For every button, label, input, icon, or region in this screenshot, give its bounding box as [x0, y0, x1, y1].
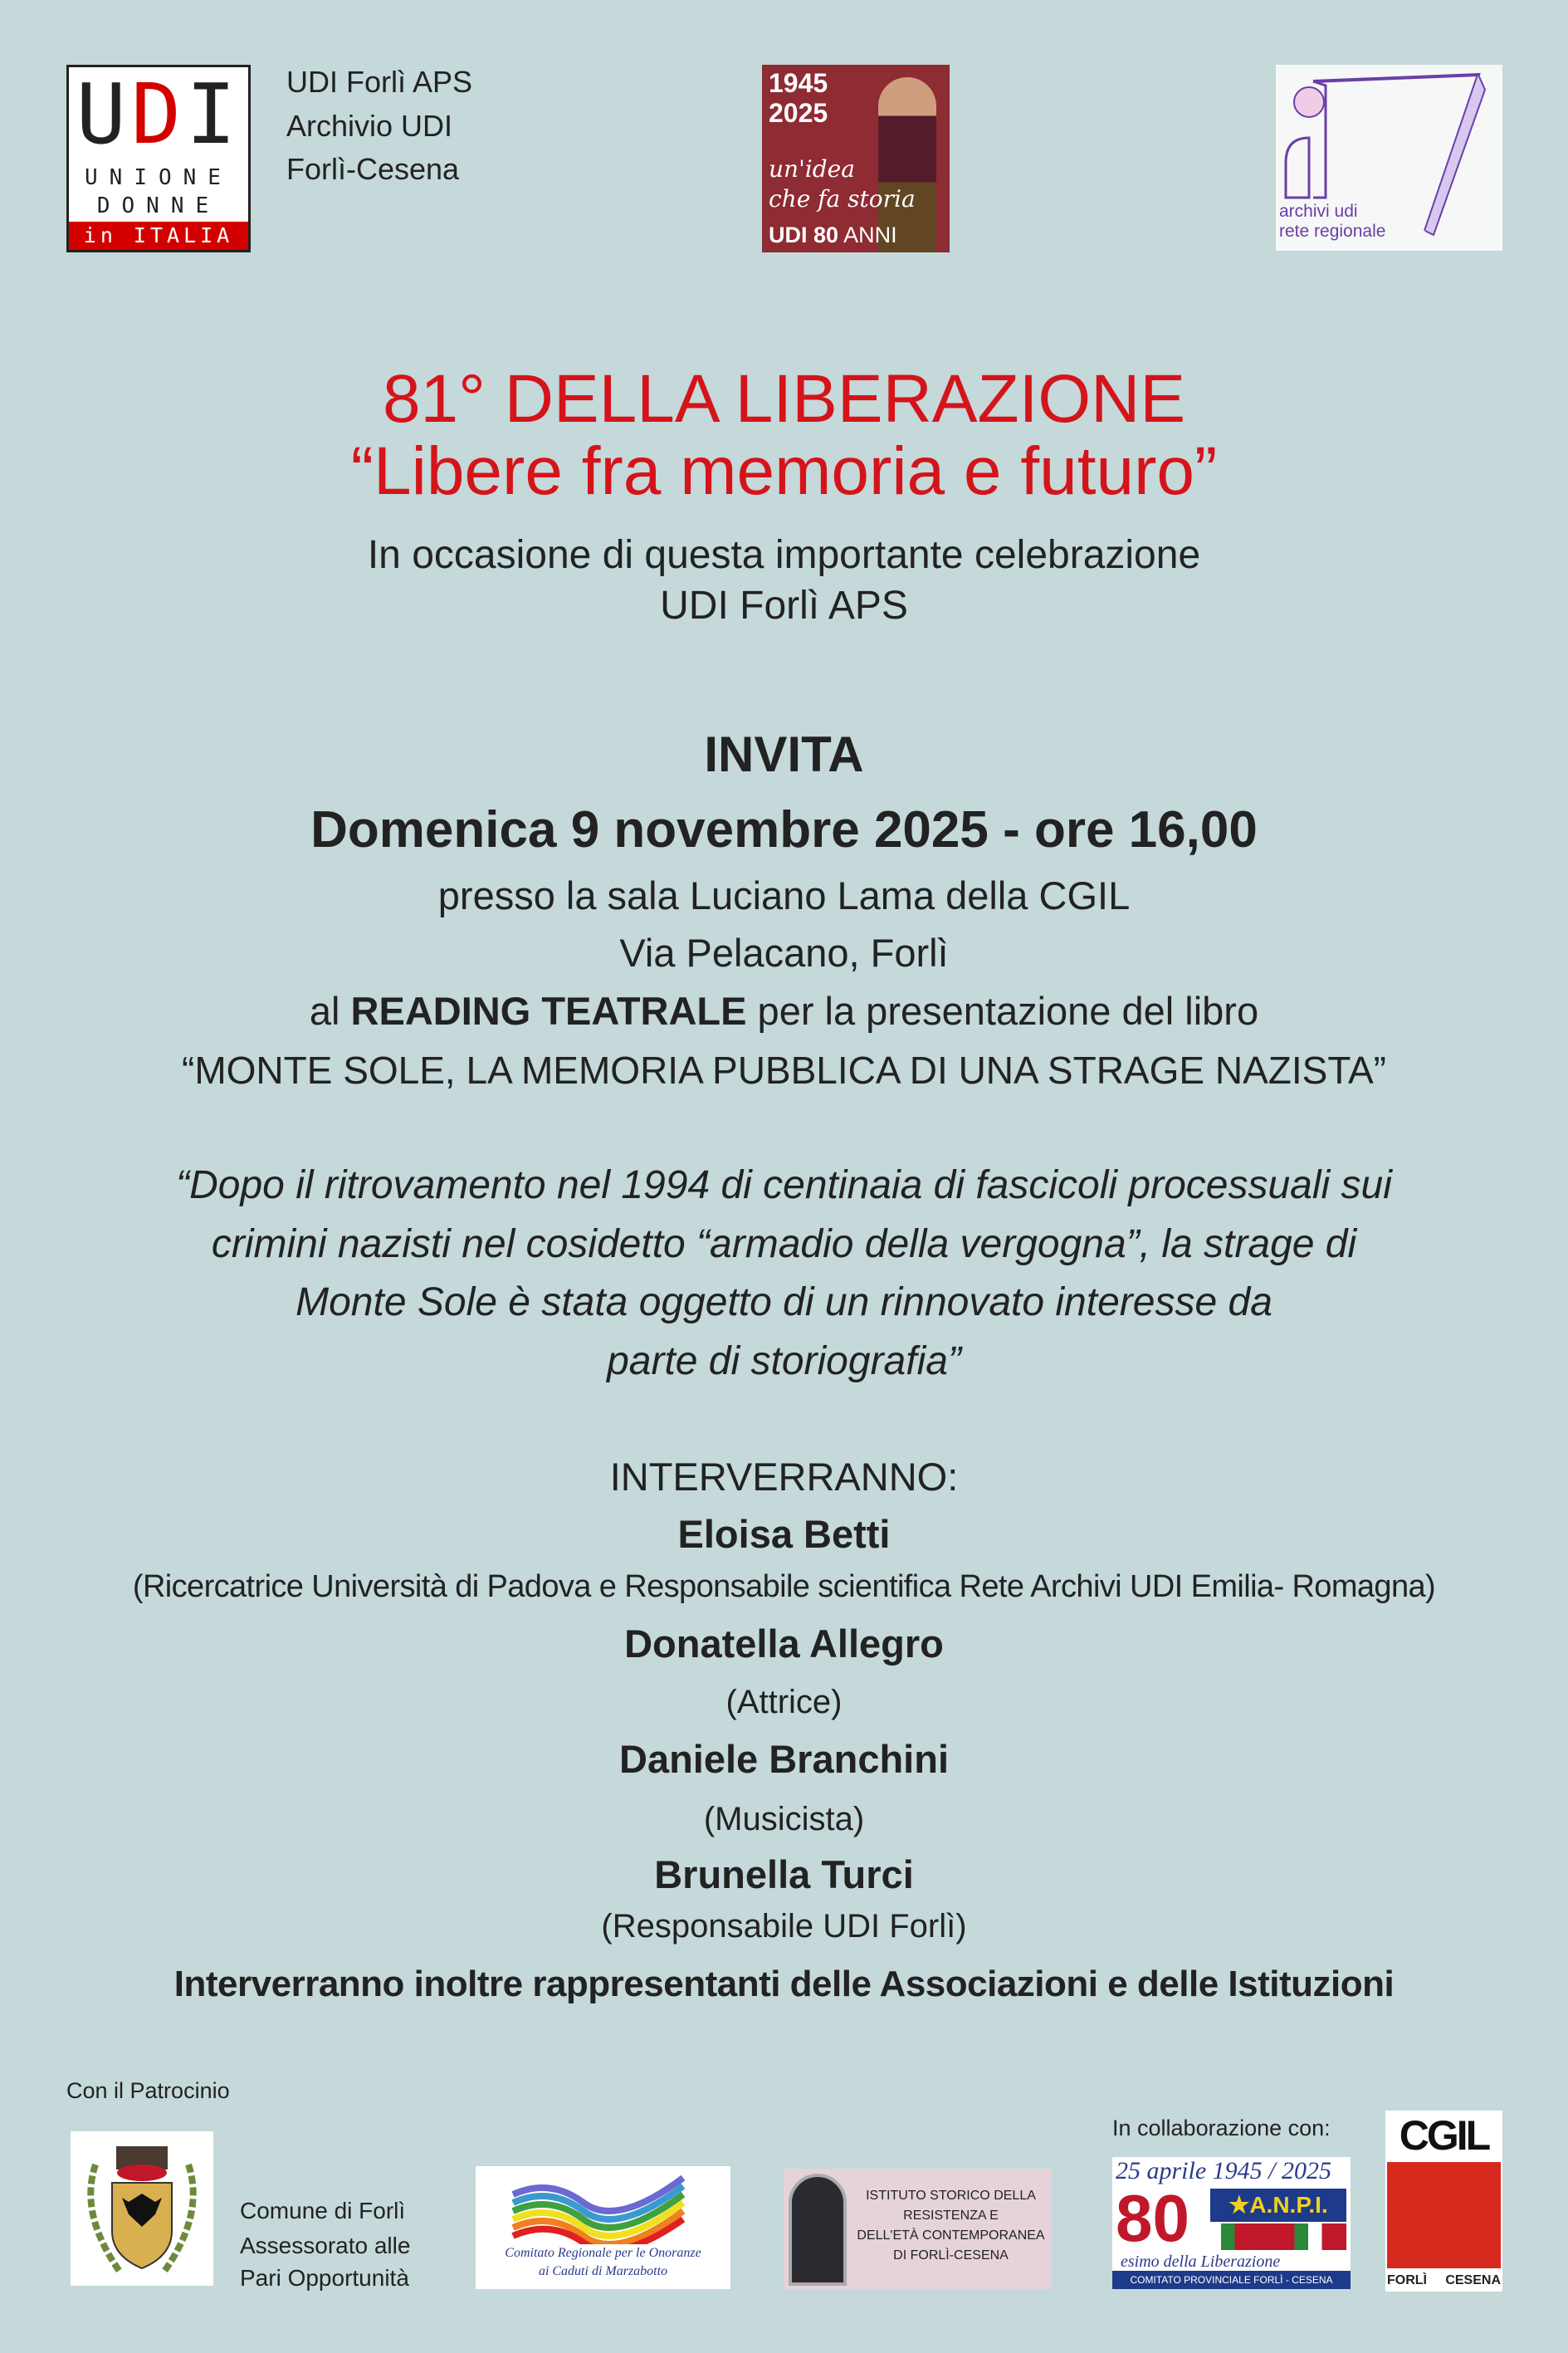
event-reading [0, 989, 1568, 1034]
comune-line-3: Pari Opportunità [240, 2265, 409, 2291]
cgil-building-icon [1387, 2162, 1501, 2268]
title-line-2: “Libere fra memoria e futuro” [350, 433, 1218, 509]
comune-line-1: Comune di Forlì [240, 2198, 406, 2223]
subtitle-line-2: UDI Forlì APS [660, 584, 908, 628]
cgil-left: FORLÌ [1387, 2273, 1427, 2287]
speaker-name-1: Eloisa Betti [677, 1512, 891, 1556]
event-place-1: presso la sala Luciano Lama della CGIL [437, 873, 1131, 917]
reading-pre: al [309, 989, 351, 1033]
speaker-name-3: Daniele Branchini [619, 1737, 949, 1781]
org-line-3: Forlì-Cesena [286, 152, 460, 186]
cgil-logo [1385, 2111, 1502, 2292]
event-date: Domenica 9 novembre 2025 - ore 16,00 [310, 801, 1258, 859]
title-line-1: 81° DELLA LIBERAZIONE [382, 361, 1186, 437]
istituto-line-1: ISTITUTO STORICO DELLA [866, 2189, 1036, 2203]
org-line-2: Archivio UDI [286, 109, 453, 143]
archive-line-2: rete regionale [1279, 222, 1386, 241]
archive-line-1: archivi udi [1279, 202, 1358, 221]
speakers-heading: INTERVERRANNO: [609, 1455, 959, 1499]
anniv-footer-light: ANNI [843, 223, 897, 247]
anniv-year-1: 1945 [769, 68, 828, 98]
closing-line: Interverranno inoltre rappresentanti delle Associazioni e delle Istituzioni [173, 1964, 1395, 2004]
italian-flag-stripes [1210, 2223, 1346, 2250]
speaker-role-4: (Responsabile UDI Forlì) [601, 1908, 967, 1945]
invita-heading: INVITA [704, 726, 864, 782]
comitato-line-2: ai Caduti di Marzabotto [538, 2264, 668, 2278]
cgil-right: CESENA [1445, 2273, 1501, 2287]
comitato-line-1: Comitato Regionale per le Onoranze [505, 2246, 701, 2260]
anniv-motto-2: che fa storia [769, 185, 916, 213]
anniv-footer-bold: UDI 80 [769, 223, 839, 247]
istituto-storico-logo [784, 2169, 1052, 2289]
anpi-logo [1112, 2157, 1351, 2289]
udi-logo-line3: in ITALIA [69, 222, 248, 250]
subtitle-line-1: In occasione di questa importante celebrazione [367, 533, 1201, 577]
book-title: “MONTE SOLE, LA MEMORIA PUBBLICA DI UNA STRAGE NAZISTA” [182, 1049, 1386, 1092]
udi-logo-letters: UDI [76, 66, 242, 163]
comune-line-2: Assessorato alle [240, 2233, 411, 2258]
rainbow-flag-icon [509, 2170, 691, 2244]
coat-of-arms-icon [71, 2131, 213, 2286]
event-place-2: Via Pelacano, Forlì [619, 931, 949, 975]
comune-coat-of-arms [71, 2131, 213, 2286]
udi-logo-line2: DONNE [96, 193, 221, 218]
arch-doorway-icon [789, 2174, 847, 2286]
reading-post: per la presentazione del libro [746, 989, 1259, 1033]
anpi-num: 80 [1116, 2181, 1189, 2255]
anpi-bar: COMITATO PROVINCIALE FORLÌ - CESENA [1112, 2271, 1351, 2289]
istituto-line-3: DELL'ETÀ CONTEMPORANEA [857, 2228, 1045, 2243]
comitato-marzabotto-logo [476, 2166, 730, 2289]
patronage-label: Con il Patrocinio [66, 2078, 230, 2103]
quote-line-2: crimini nazisti nel cosidetto “armadio della vergogna”, la strage di [211, 1222, 1357, 1266]
udi-logo [66, 65, 251, 252]
quote-line-1: “Dopo il ritrovamento nel 1994 di centinaia di fascicoli processuali sui [176, 1163, 1392, 1207]
anpi-name: ★A.N.P.I. [1210, 2189, 1346, 2222]
istituto-line-4: DI FORLÌ-CESENA [893, 2248, 1009, 2262]
archive-logo [1276, 65, 1502, 251]
udi-logo-line1: UNIONE [85, 165, 232, 190]
speaker-role-2: (Attrice) [725, 1684, 843, 1720]
anpi-sub: esimo della Liberazione [1121, 2253, 1281, 2271]
anniversary-logo [762, 65, 950, 252]
reading-bold: READING TEATRALE [350, 989, 747, 1033]
speaker-name-2: Donatella Allegro [624, 1622, 944, 1666]
istituto-line-2: RESISTENZA E [903, 2209, 999, 2223]
quote-line-4: parte di storiografia” [607, 1339, 961, 1383]
cgil-name: CGIL [1399, 2112, 1489, 2159]
org-line-1: UDI Forlì APS [286, 65, 473, 99]
speaker-role-3: (Musicista) [703, 1801, 865, 1837]
quote-line-3: Monte Sole è stata oggetto di un rinnovato interesse da [296, 1280, 1272, 1324]
anniv-motto-1: un'idea [769, 155, 855, 183]
anniv-footer [769, 223, 897, 247]
collab-label: In collaborazione con: [1112, 2116, 1331, 2140]
anpi-date: 25 aprile 1945 / 2025 [1116, 2157, 1331, 2184]
anniv-year-2: 2025 [769, 98, 828, 128]
speaker-role-1: (Ricercatrice Università di Padova e Responsabile scientifica Rete Archivi UDI Emilia- Romagna) [132, 1569, 1436, 1604]
speaker-name-4: Brunella Turci [654, 1852, 914, 1896]
